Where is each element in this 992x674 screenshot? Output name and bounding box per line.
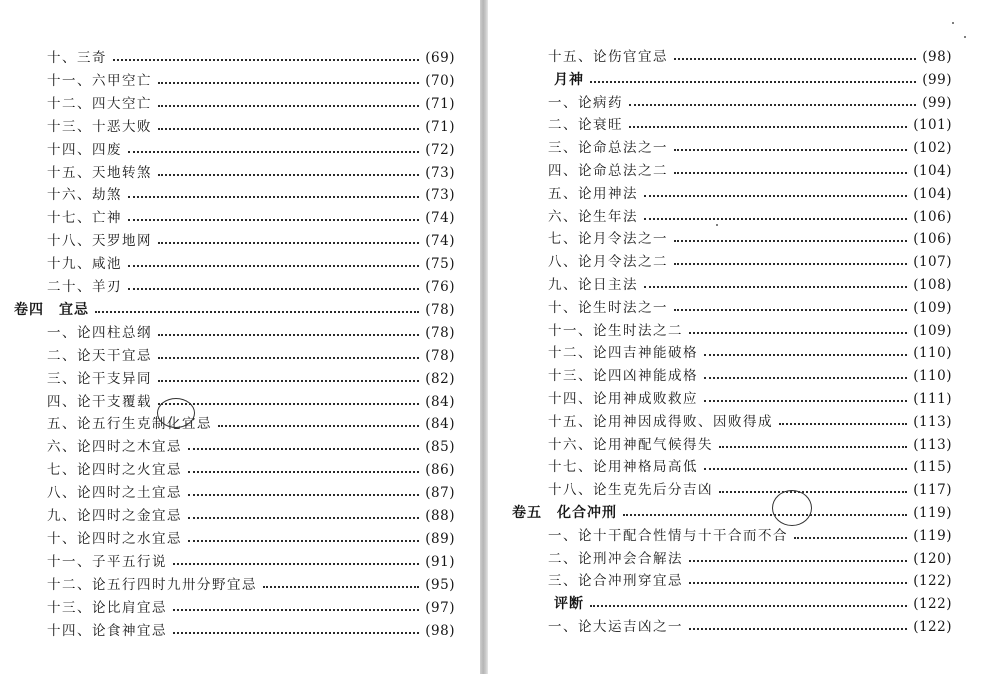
toc-entry <box>47 345 455 367</box>
toc-entry-page-number: (88) <box>425 508 455 524</box>
toc-entry-page-number: (98) <box>922 49 952 65</box>
right-page <box>488 0 992 674</box>
toc-entry-page-number: (71) <box>425 118 455 135</box>
dot-leader <box>128 288 419 290</box>
toc-entry <box>548 274 952 296</box>
toc-entry <box>548 548 952 570</box>
toc-entry-page-number: (86) <box>425 462 455 479</box>
dot-leader <box>719 491 907 493</box>
dot-leader <box>644 195 907 197</box>
toc-entry <box>47 505 455 527</box>
toc-entry <box>548 297 952 319</box>
toc-entry-title: 八、论月令法之二 <box>548 254 668 271</box>
dot-leader <box>674 309 907 311</box>
toc-entry-page-number: (122) <box>913 619 952 635</box>
toc-entry-title: 九、论四时之金宜忌 <box>47 508 182 524</box>
toc-entry-title: 七、论月令法之一 <box>548 231 668 248</box>
dot-leader <box>674 149 907 151</box>
toc-entry <box>47 368 455 390</box>
dot-leader <box>644 218 907 220</box>
toc-entry <box>47 70 455 92</box>
toc-entry <box>548 388 952 410</box>
toc-entry-page-number: (95) <box>425 576 455 593</box>
toc-entry <box>554 69 952 91</box>
toc-entry-page-number: (70) <box>425 72 455 89</box>
toc-entry-title: 三、论干支异同 <box>47 370 152 387</box>
book-gutter <box>480 0 488 674</box>
toc-entry-title: 九、论日主法 <box>548 277 638 293</box>
toc-entry <box>548 479 952 501</box>
toc-entry-page-number: (117) <box>913 482 952 499</box>
toc-entry <box>548 160 952 182</box>
toc-entry-title: 六、论四时之木宜忌 <box>47 439 182 456</box>
toc-entry <box>47 413 455 435</box>
toc-entry-title: 八、论四时之土宜忌 <box>47 485 182 502</box>
toc-entry-title: 十七、亡神 <box>47 210 122 227</box>
toc-entry-title: 七、论四时之火宜忌 <box>47 462 182 479</box>
toc-entry-title: 三、论合冲刑穿宜忌 <box>548 573 683 590</box>
toc-entry <box>47 459 455 481</box>
toc-entry <box>548 46 952 68</box>
dot-leader <box>158 357 419 359</box>
toc-entry-title: 十八、论生克先后分吉凶 <box>548 482 713 499</box>
dot-leader <box>188 448 419 450</box>
dot-leader <box>188 517 419 519</box>
toc-entry <box>548 411 952 433</box>
toc-entry <box>47 528 455 550</box>
toc-entry-title: 一、论四柱总纲 <box>47 324 152 341</box>
toc-entry-title: 十四、四废 <box>47 141 122 158</box>
toc-entry-page-number: (87) <box>425 485 455 502</box>
toc-entry-page-number: (102) <box>913 140 952 157</box>
toc-entry <box>47 597 455 619</box>
dot-leader <box>623 514 907 516</box>
toc-entry-title: 卷五 化合冲刑 <box>512 505 617 521</box>
toc-entry-title: 十二、论五行四时九卅分野宜忌 <box>47 576 257 593</box>
dot-leader <box>590 605 907 607</box>
toc-entry <box>548 206 952 228</box>
dot-leader <box>188 494 419 496</box>
toc-entry-title: 评断 <box>554 596 584 613</box>
toc-entry-title: 十四、论用神成败救应 <box>548 391 698 407</box>
toc-entry-title: 十、论四时之水宜忌 <box>47 530 182 547</box>
toc-entry <box>47 436 455 458</box>
dot-leader <box>158 380 419 382</box>
toc-entry-page-number: (71) <box>425 95 455 112</box>
toc-entry-page-number: (69) <box>425 50 455 66</box>
dot-leader <box>158 174 419 176</box>
toc-entry <box>548 342 952 364</box>
dot-leader <box>590 81 916 83</box>
dot-leader <box>794 537 907 539</box>
toc-entry <box>47 184 455 206</box>
dot-leader <box>674 58 916 60</box>
toc-entry <box>47 47 455 69</box>
dot-leader <box>128 151 419 153</box>
toc-entry-title: 四、论命总法之二 <box>548 163 668 179</box>
dot-leader <box>263 586 419 588</box>
dot-leader <box>158 82 419 84</box>
toc-entry-page-number: (73) <box>425 187 455 204</box>
scan-speck <box>964 36 966 38</box>
toc-entry-title: 十四、论食神宜忌 <box>47 622 167 639</box>
toc-entry-page-number: (122) <box>913 596 952 613</box>
toc-entry-page-number: (89) <box>425 530 455 547</box>
toc-entry-page-number: (104) <box>913 163 952 179</box>
toc-entry-page-number: (72) <box>425 141 455 158</box>
toc-entry-page-number: (74) <box>425 210 455 227</box>
toc-entry-title: 十、论生时法之一 <box>548 299 668 316</box>
dot-leader <box>689 560 907 562</box>
toc-entry-title: 十九、咸池 <box>47 256 122 273</box>
toc-entry-page-number: (109) <box>913 299 952 316</box>
toc-entry-title: 十五、论用神因成得败、因败得成 <box>548 413 773 430</box>
toc-entry-title: 卷四 宜忌 <box>14 301 89 318</box>
toc-entry-title: 二、论衰旺 <box>548 117 623 134</box>
toc-entry <box>14 299 455 321</box>
toc-entry <box>548 570 952 592</box>
dot-leader <box>674 240 907 242</box>
dot-leader <box>128 196 419 198</box>
scan-speck <box>716 224 718 226</box>
toc-entry-title: 月神 <box>554 71 584 88</box>
toc-entry-title: 十三、十恶大败 <box>47 118 152 135</box>
dot-leader <box>719 446 907 448</box>
dot-leader <box>704 400 907 402</box>
toc-entry-page-number: (75) <box>425 256 455 273</box>
toc-entry-page-number: (101) <box>913 117 952 134</box>
dot-leader <box>629 104 916 106</box>
toc-entry <box>47 276 455 298</box>
toc-entry-title: 二、论刑冲会合解法 <box>548 550 683 567</box>
toc-entry-page-number: (110) <box>913 368 952 385</box>
dot-leader <box>674 172 907 174</box>
toc-entry-page-number: (97) <box>425 599 455 616</box>
dot-leader <box>689 582 907 584</box>
dot-leader <box>704 468 907 470</box>
toc-entry <box>47 551 455 573</box>
toc-entry-title: 二十、羊刃 <box>47 279 122 295</box>
dot-leader <box>704 354 907 356</box>
dot-leader <box>158 334 419 336</box>
toc-entry <box>548 183 952 205</box>
toc-entry-page-number: (110) <box>913 345 952 362</box>
toc-entry-title: 一、论十干配合性情与十干合而不合 <box>548 527 788 544</box>
dot-leader <box>188 540 419 542</box>
toc-entry-page-number: (74) <box>425 233 455 250</box>
toc-entry-page-number: (78) <box>425 347 455 364</box>
toc-entry-page-number: (115) <box>913 459 952 476</box>
toc-entry <box>47 253 455 275</box>
toc-entry-page-number: (104) <box>913 185 952 202</box>
toc-entry-title: 十三、论比肩宜忌 <box>47 599 167 616</box>
dot-leader <box>158 128 419 130</box>
toc-entry-page-number: (111) <box>913 391 952 407</box>
toc-entry-title: 十八、天罗地网 <box>47 233 152 250</box>
toc-entry <box>548 365 952 387</box>
toc-entry-page-number: (113) <box>913 413 952 430</box>
dot-leader <box>218 425 419 427</box>
dot-leader <box>644 286 907 288</box>
toc-entry-page-number: (106) <box>913 208 952 225</box>
toc-entry-title: 五、论五行生克制化宜忌 <box>47 416 212 433</box>
toc-entry-page-number: (119) <box>913 505 952 521</box>
toc-entry-title: 十二、论四吉神能破格 <box>548 345 698 362</box>
dot-leader <box>173 632 419 634</box>
toc-entry-title: 十六、劫煞 <box>47 187 122 204</box>
toc-entry-title: 一、论病药 <box>548 94 623 111</box>
toc-entry <box>548 434 952 456</box>
dot-leader <box>158 242 419 244</box>
toc-entry <box>47 93 455 115</box>
toc-entry-page-number: (98) <box>425 622 455 639</box>
dot-leader <box>158 105 419 107</box>
toc-entry-page-number: (85) <box>425 439 455 456</box>
toc-entry <box>548 616 952 638</box>
toc-entry <box>47 574 455 596</box>
toc-entry-page-number: (82) <box>425 370 455 387</box>
toc-entry-title: 十一、六甲空亡 <box>47 72 152 89</box>
toc-entry-title: 十五、论伤官宜忌 <box>548 49 668 65</box>
toc-entry-page-number: (91) <box>425 553 455 570</box>
toc-entry-page-number: (99) <box>922 71 952 88</box>
dot-leader <box>704 377 907 379</box>
toc-entry-title: 三、论命总法之一 <box>548 140 668 157</box>
toc-entry-page-number: (76) <box>425 279 455 295</box>
dot-leader <box>158 403 419 405</box>
left-page <box>0 0 480 674</box>
toc-entry <box>47 162 455 184</box>
dot-leader <box>173 609 419 611</box>
dot-leader <box>173 563 419 565</box>
toc-entry <box>47 116 455 138</box>
toc-entry-title: 五、论用神法 <box>548 185 638 202</box>
toc-entry-title: 六、论生年法 <box>548 208 638 225</box>
toc-entry-page-number: (73) <box>425 164 455 181</box>
toc-entry <box>548 456 952 478</box>
toc-entry <box>548 320 952 342</box>
toc-entry <box>512 502 952 524</box>
toc-entry-page-number: (122) <box>913 573 952 590</box>
toc-entry-page-number: (113) <box>913 436 952 453</box>
dot-leader <box>689 332 907 334</box>
toc-entry-page-number: (120) <box>913 550 952 567</box>
dot-leader <box>188 471 419 473</box>
toc-entry-page-number: (109) <box>913 322 952 339</box>
scan-speck <box>952 22 954 24</box>
ink-circle-mark <box>157 398 195 428</box>
dot-leader <box>113 59 419 61</box>
toc-entry <box>554 593 952 615</box>
toc-entry <box>47 391 455 413</box>
toc-entry-page-number: (78) <box>425 324 455 341</box>
dot-leader <box>95 311 419 313</box>
toc-entry <box>548 92 952 114</box>
toc-entry <box>47 322 455 344</box>
toc-entry-title: 十三、论四凶神能成格 <box>548 368 698 385</box>
dot-leader <box>128 265 419 267</box>
toc-entry <box>47 230 455 252</box>
toc-entry <box>47 482 455 504</box>
toc-entry-page-number: (78) <box>425 301 455 318</box>
toc-entry <box>548 525 952 547</box>
toc-entry-page-number: (84) <box>425 416 455 433</box>
toc-entry-page-number: (108) <box>913 277 952 293</box>
toc-entry-title: 十一、论生时法之二 <box>548 322 683 339</box>
toc-entry <box>548 228 952 250</box>
toc-entry <box>47 139 455 161</box>
toc-entry-title: 十一、子平五行说 <box>47 553 167 570</box>
toc-entry <box>548 251 952 273</box>
toc-entry <box>47 207 455 229</box>
toc-entry <box>548 137 952 159</box>
toc-entry-page-number: (99) <box>922 94 952 111</box>
toc-entry-page-number: (119) <box>913 527 952 544</box>
toc-entry-page-number: (107) <box>913 254 952 271</box>
toc-entry-title: 十六、论用神配气候得失 <box>548 436 713 453</box>
dot-leader <box>128 219 419 221</box>
toc-entry-title: 十七、论用神格局高低 <box>548 459 698 476</box>
toc-entry-title: 十二、四大空亡 <box>47 95 152 112</box>
dot-leader <box>674 263 907 265</box>
toc-entry-page-number: (106) <box>913 231 952 248</box>
toc-entry-page-number: (84) <box>425 393 455 410</box>
toc-entry-title: 一、论大运吉凶之一 <box>548 619 683 635</box>
dot-leader <box>629 126 907 128</box>
toc-entry-title: 四、论干支覆载 <box>47 393 152 410</box>
toc-entry <box>548 114 952 136</box>
toc-entry <box>47 620 455 642</box>
toc-entry-title: 十五、天地转煞 <box>47 164 152 181</box>
dot-leader <box>689 628 907 630</box>
ink-circle-mark <box>772 490 812 526</box>
toc-entry-title: 二、论天干宜忌 <box>47 347 152 364</box>
toc-entry-title: 十、三奇 <box>47 50 107 66</box>
dot-leader <box>779 423 907 425</box>
